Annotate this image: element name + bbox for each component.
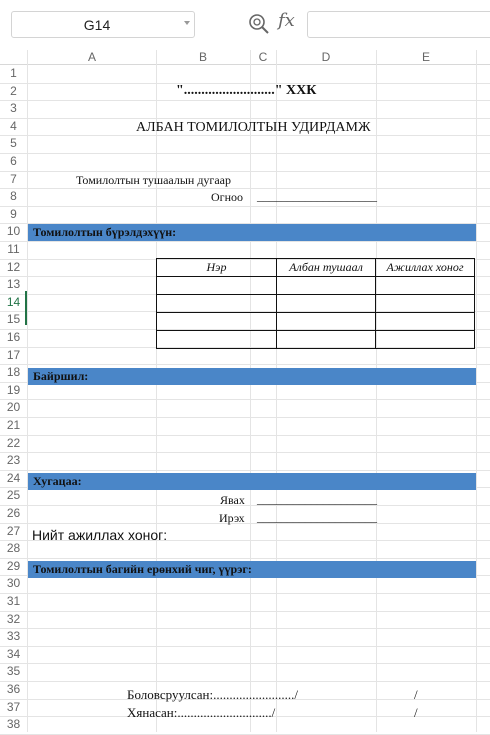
row-header-13[interactable]: 13	[6, 277, 21, 292]
row-header-16[interactable]: 16	[6, 330, 21, 344]
column-header-A[interactable]: A	[28, 50, 156, 65]
table-row	[157, 295, 475, 313]
row-header-22[interactable]: 22	[6, 435, 21, 450]
crew-header-position: Албан тушаал	[277, 259, 376, 277]
name-box-value: G14	[83, 17, 111, 33]
row-header-12[interactable]: 12	[6, 259, 21, 274]
depart-label: Явах	[220, 493, 245, 507]
row-header-3[interactable]: 3	[10, 101, 17, 116]
column-header-corner[interactable]	[0, 50, 28, 65]
table-header-row	[157, 259, 475, 277]
row-header-15[interactable]: 15	[6, 312, 21, 327]
row-header-25[interactable]: 25	[6, 488, 21, 503]
table-row	[157, 331, 475, 349]
gridline	[0, 206, 490, 207]
row-header-18[interactable]: 18	[6, 365, 21, 380]
gridline	[0, 470, 490, 471]
row-header-26[interactable]: 26	[6, 506, 21, 520]
row-header-4[interactable]: 4	[10, 118, 17, 133]
name-box[interactable]	[11, 11, 195, 38]
gridline	[0, 593, 490, 594]
gridline	[0, 153, 490, 154]
row-header-11[interactable]: 11	[7, 242, 20, 256]
document-title: АЛБАН ТОМИЛОЛТЫН УДИРДАМЖ	[136, 120, 371, 135]
prepared-by: Боловсруулсан:........................./	[127, 687, 298, 702]
prepared-slash: /	[414, 687, 418, 702]
section-period: Хугацаа:	[28, 473, 476, 490]
spreadsheet-grid[interactable]	[0, 50, 490, 732]
date-line: ____________________	[257, 189, 377, 203]
reviewed-slash: /	[414, 705, 418, 720]
column-header-C[interactable]: C	[250, 50, 276, 65]
row-header-1[interactable]: 1	[10, 66, 17, 80]
gridline	[0, 364, 490, 365]
gridline	[0, 681, 490, 682]
reviewed-by: Хянасан:............................./	[127, 705, 276, 720]
row-header-31[interactable]: 31	[6, 594, 21, 608]
gridline	[0, 241, 490, 242]
table-row	[157, 313, 475, 331]
arrive-line: ____________________	[257, 510, 377, 524]
depart-line: ____________________	[257, 492, 377, 506]
row-header-2[interactable]: 2	[10, 83, 17, 98]
column-header-B[interactable]: B	[156, 50, 250, 65]
row-header-8[interactable]: 8	[10, 189, 17, 204]
company-name: ".........................." ХХК	[176, 83, 317, 98]
column-header-D[interactable]: D	[276, 50, 376, 65]
crew-header-name: Нэр	[157, 259, 277, 277]
section-location: Байршил:	[28, 368, 476, 385]
fx-icon[interactable]: fx	[278, 10, 295, 31]
arrive-label: Ирэх	[219, 511, 245, 525]
gridline	[0, 505, 490, 506]
formula-input[interactable]	[307, 11, 490, 38]
gridline	[0, 452, 490, 453]
row-header-32[interactable]: 32	[6, 611, 21, 626]
crew-table	[156, 258, 475, 349]
formula-bar	[0, 0, 490, 50]
gridline	[0, 628, 490, 629]
gridline	[0, 417, 490, 418]
zoom-icon[interactable]	[248, 13, 270, 35]
row-header-7[interactable]: 7	[10, 171, 17, 186]
selected-row-marker	[25, 291, 27, 325]
date-label: Огноо	[211, 190, 244, 204]
gridline	[0, 399, 490, 400]
row-header-27[interactable]: 27	[6, 523, 21, 538]
row-header-33[interactable]: 33	[6, 629, 21, 644]
total-days-label: Нийт ажиллах хоног:	[32, 527, 168, 543]
column-header-E[interactable]: E	[376, 50, 476, 65]
row-header-29[interactable]: 29	[6, 558, 21, 573]
row-header-6[interactable]: 6	[10, 154, 17, 168]
gridline	[0, 523, 490, 524]
gridline	[0, 435, 490, 436]
gridline	[0, 100, 490, 101]
gridline	[0, 171, 490, 172]
row-header-10[interactable]: 10	[6, 224, 21, 239]
section-duties: Томилолтын багийн ерөнхий чиг, үүрэг:	[28, 561, 476, 578]
table-row	[157, 277, 475, 295]
gridline	[0, 611, 490, 612]
gridline	[0, 663, 490, 664]
gridline	[0, 646, 490, 647]
gridline	[0, 558, 490, 559]
crew-header-days: Ажиллах хоног	[376, 259, 475, 277]
section-crew: Томилолтын бүрэлдэхүүн:	[28, 224, 476, 241]
row-header-14[interactable]: 14	[6, 294, 21, 309]
row-header-9[interactable]: 9	[10, 206, 17, 221]
gridline	[0, 188, 490, 189]
row-header-37[interactable]: 37	[6, 699, 21, 714]
row-header-5[interactable]: 5	[10, 136, 17, 151]
row-header-36[interactable]: 36	[6, 682, 21, 696]
row-header-34[interactable]: 34	[6, 646, 21, 661]
column-header-rest	[476, 50, 490, 65]
row-header-28[interactable]: 28	[6, 541, 21, 556]
chevron-down-icon[interactable]	[184, 21, 190, 25]
row-header-19[interactable]: 19	[6, 382, 21, 397]
row-header-23[interactable]: 23	[6, 453, 21, 468]
row-header-20[interactable]: 20	[6, 400, 21, 415]
row-header-24[interactable]: 24	[6, 470, 21, 485]
row-header-30[interactable]: 30	[6, 576, 21, 591]
gridline	[0, 118, 490, 119]
row-header-35[interactable]: 35	[6, 664, 21, 679]
order-number-label: Томилолтын тушаалын дугаар	[76, 173, 231, 187]
row-header-38[interactable]: 38	[6, 717, 21, 732]
row-header-21[interactable]: 21	[6, 418, 21, 432]
row-header-17[interactable]: 17	[6, 347, 21, 362]
